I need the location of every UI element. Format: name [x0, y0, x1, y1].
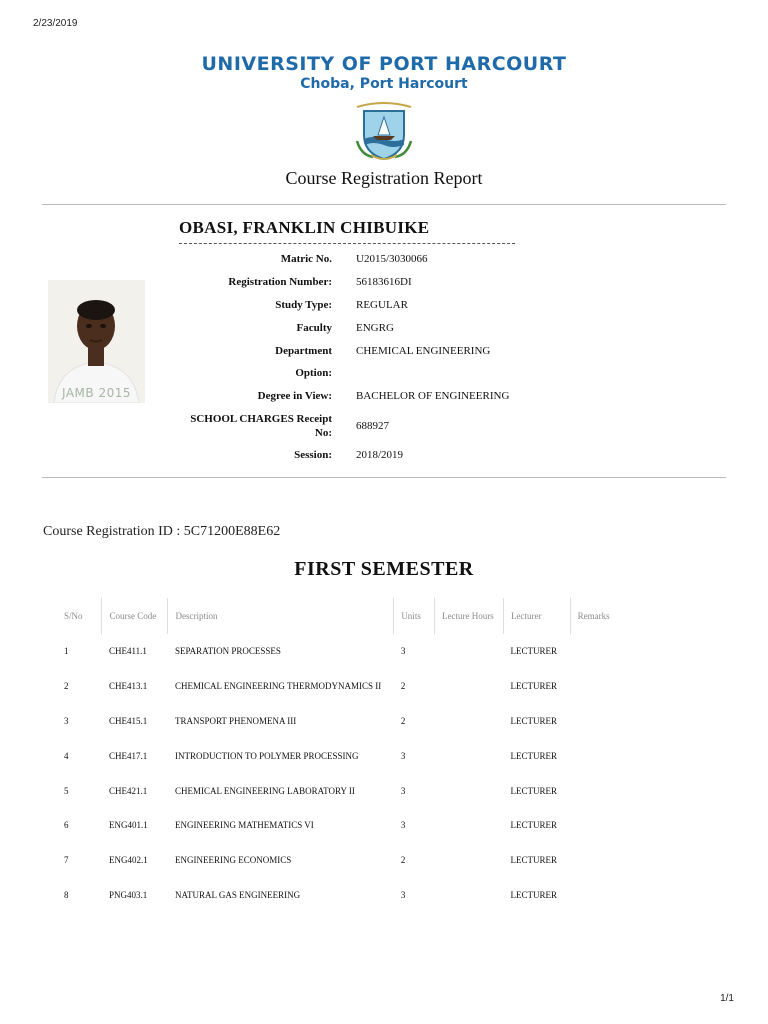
courses-table — [57, 598, 637, 912]
cell-units: 3 — [400, 785, 406, 796]
cell-units: 2 — [400, 855, 406, 866]
cell-lecturer: LECTURER — [510, 681, 557, 692]
cell-description: ENGINEERING ECONOMICS — [174, 855, 292, 866]
semester-title: FIRST SEMESTER — [294, 558, 474, 580]
cell-description: ENGINEERING MATHEMATICS VI — [174, 820, 314, 831]
cell-units: 3 — [400, 889, 406, 900]
cell-course-code: CHE417.1 — [108, 750, 148, 761]
cell-lecturer: LECTURER — [510, 785, 557, 796]
info-value-department: CHEMICAL ENGINEERING — [356, 345, 491, 357]
cell-course-code: CHE411.1 — [108, 646, 147, 657]
column-header-lecture-hours: Lecture Hours — [434, 598, 503, 634]
cell-lecture-hours — [434, 843, 503, 878]
column-header-remarks: Remarks — [570, 598, 637, 634]
info-value-matric: U2015/3030066 — [356, 253, 428, 265]
cell-lecture-hours — [434, 634, 503, 669]
cell-description: INTRODUCTION TO POLYMER PROCESSING — [174, 750, 359, 761]
info-value-degree-in-view: BACHELOR OF ENGINEERING — [356, 390, 510, 402]
info-value-receipt-no: 688927 — [356, 420, 389, 432]
cell-lecture-hours — [434, 669, 503, 704]
cell-units: 3 — [400, 750, 406, 761]
column-header-units: Units — [394, 598, 435, 634]
table-row — [57, 878, 637, 913]
cell-units: 2 — [400, 715, 406, 726]
cell-sno: 6 — [64, 820, 69, 831]
report-title: Course Registration Report — [285, 168, 483, 188]
cell-sno: 4 — [64, 750, 69, 761]
info-label-degree-in-view: Degree in View: — [257, 390, 332, 402]
cell-lecturer: LECTURER — [510, 855, 557, 866]
university-crest-logo — [353, 101, 415, 161]
cell-sno: 1 — [64, 646, 69, 657]
student-photo-image — [48, 280, 145, 403]
cell-course-code: ENG401.1 — [108, 820, 148, 831]
info-label-department: Department — [275, 345, 332, 357]
cell-remarks — [570, 669, 637, 704]
info-value-study-type: REGULAR — [356, 299, 408, 311]
course-registration-id: Course Registration ID : 5C71200E88E62 — [43, 524, 281, 539]
cell-sno: 3 — [64, 715, 69, 726]
cell-lecturer: LECTURER — [510, 750, 557, 761]
cell-lecturer: LECTURER — [510, 820, 557, 831]
column-header-description: Description — [168, 598, 394, 634]
print-date: 2/23/2019 — [33, 18, 78, 29]
info-label-faculty: Faculty — [296, 322, 332, 334]
cell-remarks — [570, 704, 637, 739]
photo-watermark: JAMB 2015 — [62, 386, 131, 400]
info-value-faculty: ENGRG — [356, 322, 394, 334]
header-divider — [42, 204, 726, 205]
table-row — [57, 634, 637, 669]
cell-description: TRANSPORT PHENOMENA III — [174, 715, 297, 726]
student-name: OBASI, FRANKLIN CHIBUIKE — [179, 218, 430, 237]
info-value-registration-number: 56183616DI — [356, 276, 412, 288]
table-row — [57, 773, 637, 808]
cell-course-code: CHE413.1 — [108, 681, 148, 692]
info-label-matric: Matric No. — [280, 253, 332, 265]
cell-description: CHEMICAL ENGINEERING LABORATORY II — [174, 785, 355, 796]
cell-units: 2 — [400, 681, 406, 692]
table-row — [57, 808, 637, 843]
table-row — [57, 738, 637, 773]
cell-remarks — [570, 843, 637, 878]
column-header-lecturer: Lecturer — [503, 598, 570, 634]
cell-sno: 5 — [64, 785, 69, 796]
info-label-session: Session: — [294, 449, 332, 461]
info-label-option: Option: — [295, 367, 332, 379]
cell-remarks — [570, 878, 637, 913]
cell-remarks — [570, 808, 637, 843]
cell-sno: 2 — [64, 681, 69, 692]
cell-lecturer: LECTURER — [510, 646, 557, 657]
cell-lecture-hours — [434, 808, 503, 843]
table-row — [57, 669, 637, 704]
cell-lecturer: LECTURER — [510, 889, 557, 900]
column-header-sno: S/No — [64, 611, 83, 621]
info-value-session: 2018/2019 — [356, 449, 404, 461]
info-label-receipt-no: SCHOOL CHARGES Receipt No: — [190, 413, 332, 439]
cell-remarks — [570, 773, 637, 808]
cell-course-code: PNG403.1 — [108, 889, 148, 900]
student-photo — [48, 280, 145, 403]
cell-sno: 8 — [64, 889, 69, 900]
cell-units: 3 — [400, 646, 406, 657]
info-label-registration-number: Registration Number: — [228, 276, 332, 288]
table-row — [57, 704, 637, 739]
name-underline — [179, 243, 515, 244]
cell-remarks — [570, 738, 637, 773]
cell-description: CHEMICAL ENGINEERING THERMODYNAMICS II — [174, 681, 382, 692]
column-header-course-code: Course Code — [102, 598, 168, 634]
cell-course-code: CHE415.1 — [108, 715, 148, 726]
cell-course-code: ENG402.1 — [108, 855, 148, 866]
cell-description: NATURAL GAS ENGINEERING — [174, 889, 301, 900]
table-header-row — [57, 598, 637, 634]
cell-sno: 7 — [64, 855, 69, 866]
cell-lecture-hours — [434, 878, 503, 913]
cell-lecturer: LECTURER — [510, 715, 557, 726]
cell-course-code: CHE421.1 — [108, 785, 148, 796]
info-divider — [42, 477, 726, 478]
cell-remarks — [570, 634, 637, 669]
cell-units: 3 — [400, 820, 406, 831]
page-number: 1/1 — [720, 993, 734, 1004]
university-name: UNIVERSITY OF PORT HARCOURT — [201, 53, 567, 75]
cell-description: SEPARATION PROCESSES — [174, 646, 281, 657]
info-label-study-type: Study Type: — [275, 299, 332, 311]
university-location: Choba, Port Harcourt — [300, 76, 468, 92]
cell-lecture-hours — [434, 773, 503, 808]
table-row — [57, 843, 637, 878]
cell-lecture-hours — [434, 704, 503, 739]
cell-lecture-hours — [434, 738, 503, 773]
